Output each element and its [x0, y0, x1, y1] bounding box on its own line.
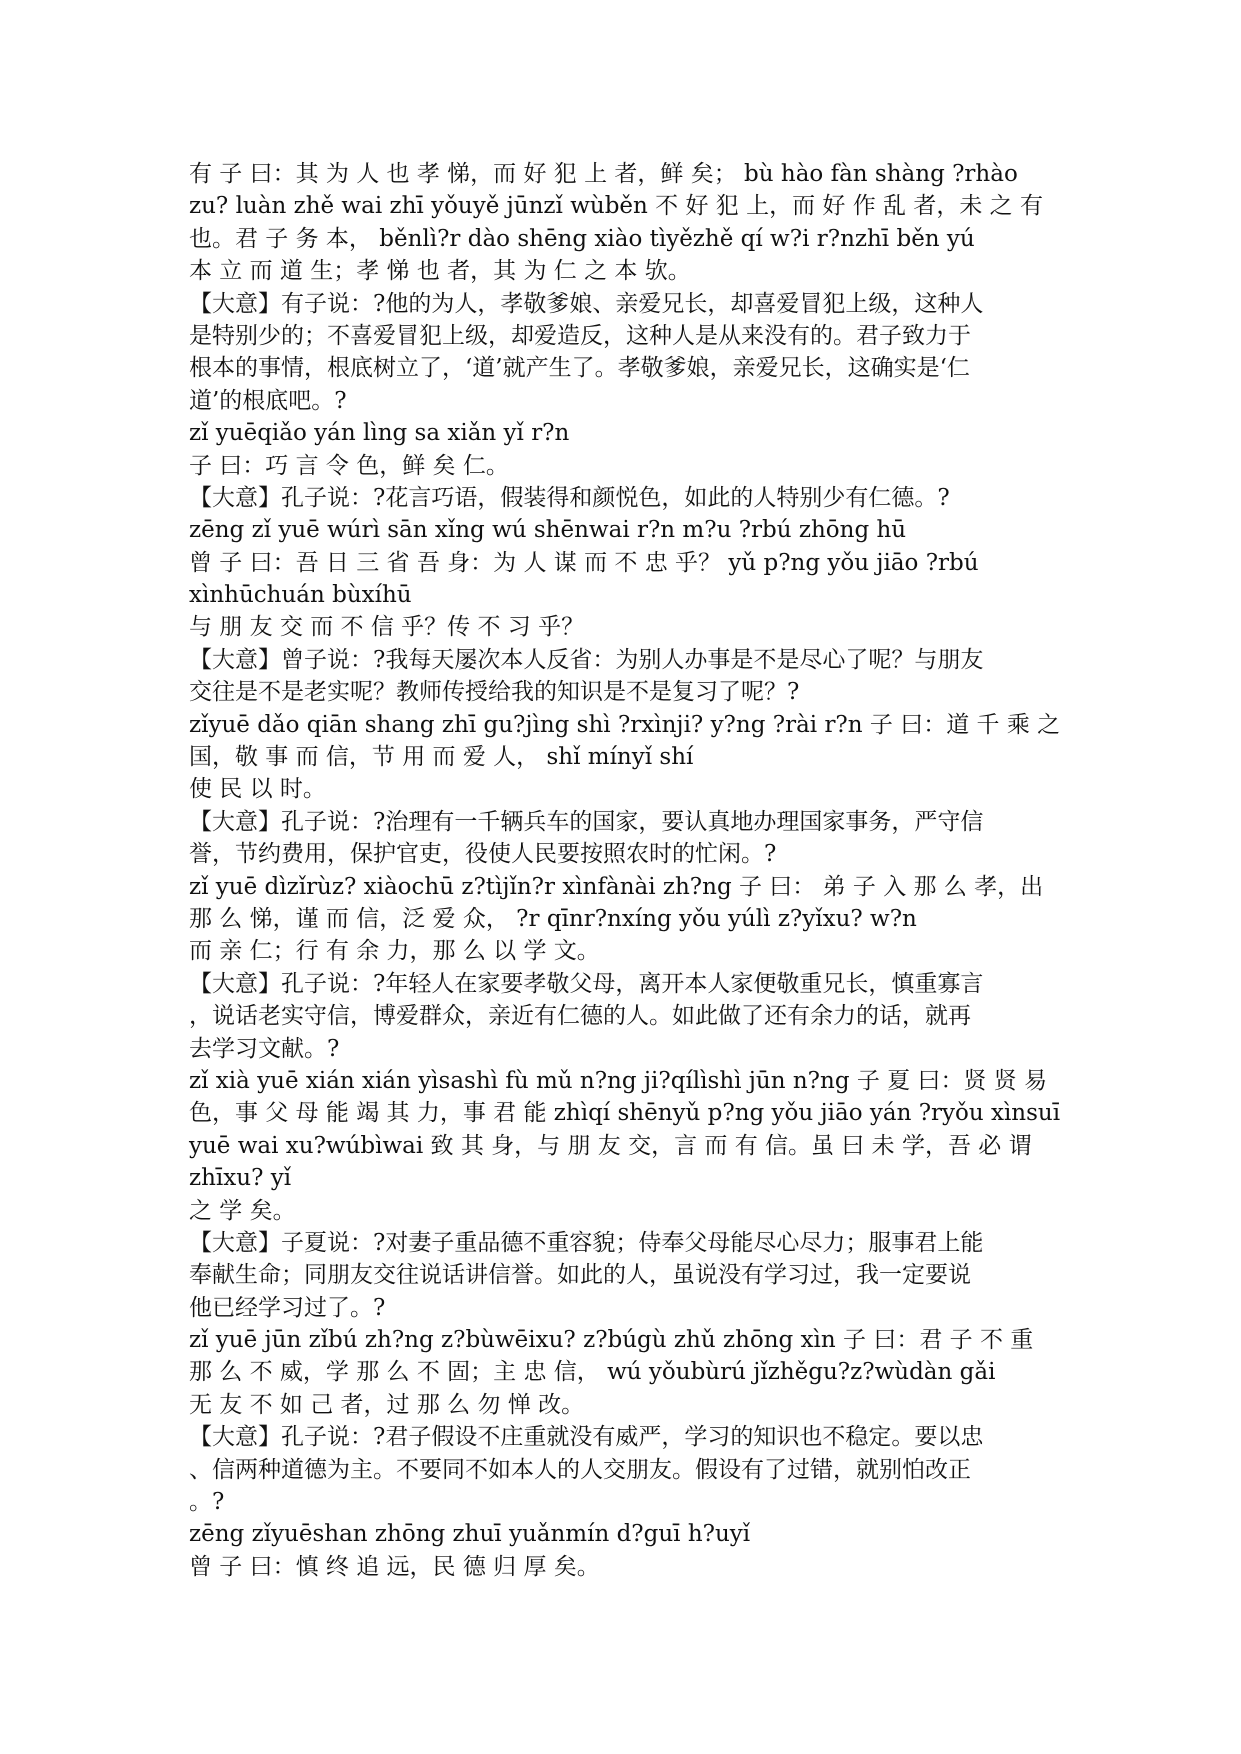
text-line: 根本的事情，根底树立了，‘道’就产生了。孝敬爹娘，亲爱兄长，这确实是‘仁: [189, 355, 970, 382]
text-line: 曾 子 曰：慎 终 追 远，民 德 归 厚 矣。: [189, 1553, 600, 1580]
text-line: zēng zǐ yuē wúrì sān xǐng wú shēnwai r?n m?u ?rbú zhōng hū: [189, 517, 907, 544]
text-line: 无 友 不 如 己 者，过 那 么 勿 惮 改。: [189, 1391, 585, 1418]
text-line: zǐ yuē jūn zǐbú zh?ng z?bùwēixu? z?búgù zhǔ zhōng xìn 子 曰：君 子 不 重: [189, 1327, 1034, 1354]
text-line: 也。君 子 务 本， běnlì?r dào shēng xiào tìyězhě qí w?i r?nzhī běn yú: [189, 225, 975, 252]
text-line: xìnhūchuán bùxíhū: [189, 582, 412, 609]
text-line: 是特别少的；不喜爱冒犯上级，却爱造反，这种人是从来没有的。君子致力于: [189, 322, 971, 349]
text-line: 他已经学习过了。?: [189, 1294, 386, 1321]
text-line: zǐ yuēqiǎo yán lìng sa xiǎn yǐ r?n: [189, 420, 570, 447]
text-line: 使 民 以 时。: [189, 776, 326, 803]
text-line: zēng zǐyuēshan zhōng zhuī yuǎnmín d?guī h?uyǐ: [189, 1521, 751, 1548]
text-line: 子 曰：巧 言 令 色，鲜 矣 仁。: [189, 452, 509, 479]
text-line: 去学习文献。?: [189, 1035, 340, 1062]
text-line: 。?: [189, 1489, 225, 1516]
text-line: 【大意】孔子说：?君子假设不庄重就没有威严，学习的知识也不稳定。要以忠: [189, 1424, 984, 1451]
text-line: 色，事 父 母 能 竭 其 力，事 君 能 zhìqí shēnyǔ p?ng yǒu jiāo yán ?ryǒu xìnsuī: [189, 1100, 1061, 1127]
text-line: 有 子 曰：其 为 人 也 孝 悌，而 好 犯 上 者，鲜 矣； bù hào fàn shàng ?rhào: [189, 161, 1018, 187]
text-line: 、信两种道德为主。不要同不如本人的人交朋友。假设有了过错，就别怕改正: [189, 1456, 971, 1483]
text-line: 【大意】曾子说：?我每天屡次本人反省：为别人办事是不是尽心了呢？与朋友: [189, 646, 984, 673]
text-line: 曾 子 曰：吾 日 三 省 吾 身：为 人 谋 而 不 忠 乎？ yǔ p?ng yǒu jiāo ?rbú: [189, 549, 979, 576]
text-line: 【大意】孔子说：?治理有一千辆兵车的国家，要认真地办理国家事务，严守信: [189, 808, 984, 835]
text-line: 交往是不是老实呢？教师传授给我的知识是不是复习了呢？?: [189, 679, 800, 706]
text-line: zu? luàn zhě wai zhī yǒuyě jūnzǐ wùběn 不 好 犯 上，而 好 作 乱 者，未 之 有: [189, 193, 1043, 220]
text-line: 与 朋 友 交 而 不 信 乎？传 不 习 乎？: [189, 614, 585, 641]
text-line: 本 立 而 道 生；孝 悌 也 者，其 为 仁 之 本 欤。: [189, 258, 691, 285]
text-line: 道’的根底吧。?: [189, 387, 347, 414]
text-line: 【大意】有子说：?他的为人，孝敬爹娘、亲爱兄长，却喜爱冒犯上级，这种人: [189, 290, 984, 317]
text-line: 而 亲 仁；行 有 余 力，那 么 以 学 文。: [189, 938, 600, 965]
text-line: 那 么 悌，谨 而 信，泛 爱 众， ?r qīnr?nxíng yǒu yúlì z?yǐxu? w?n: [189, 905, 917, 932]
text-line: 【大意】孔子说：?花言巧语，假装得和颜悦色，如此的人特别少有仁德。?: [189, 484, 950, 511]
document-body: [189, 158, 1069, 1583]
text-line: zǐyuē dǎo qiān shang zhī gu?jìng shì ?rxìnji? y?ng ?rài r?n 子 曰：道 千 乘 之: [189, 711, 1061, 738]
text-line: ，说话老实守信，博爱群众，亲近有仁德的人。如此做了还有余力的话，就再: [189, 1003, 971, 1030]
text-line: 那 么 不 威，学 那 么 不 固；主 忠 信， wú yǒubùrú jǐzhěgu?z?wùdàn gǎi: [189, 1359, 996, 1386]
text-line: 之 学 矣。: [189, 1197, 296, 1224]
text-line: 【大意】子夏说：?对妻子重品德不重容貌；侍奉父母能尽心尽力；服事君上能: [189, 1229, 984, 1256]
text-line: 【大意】孔子说：?年轻人在家要孝敬父母，离开本人家便敬重兄长，慎重寡言: [189, 970, 984, 997]
text-line: yuē wai xu?wúbìwai 致 其 身，与 朋 友 交，言 而 有 信。虽 曰 未 学，吾 必 谓: [189, 1132, 1032, 1159]
text-line: 国，敬 事 而 信，节 用 而 爱 人， shǐ mínyǐ shí: [189, 744, 694, 771]
text-line: zǐ xià yuē xián xián yìsashì fù mǔ n?ng ji?qílìshì jūn n?ng 子 夏 曰：贤 贤 易: [189, 1067, 1048, 1094]
text-line: zhīxu? yǐ: [189, 1165, 292, 1192]
text-line: zǐ yuē dìzǐrùz? xiàochū z?tìjǐn?r xìnfànài zh?ng 子 曰： 弟 子 入 那 么 孝，出: [189, 873, 1044, 900]
text-line: 奉献生命；同朋友交往说话讲信誉。如此的人，虽说没有学习过，我一定要说: [189, 1262, 971, 1289]
text-line: 誉，节约费用，保护官吏，役使人民要按照农时的忙闲。?: [189, 841, 777, 868]
